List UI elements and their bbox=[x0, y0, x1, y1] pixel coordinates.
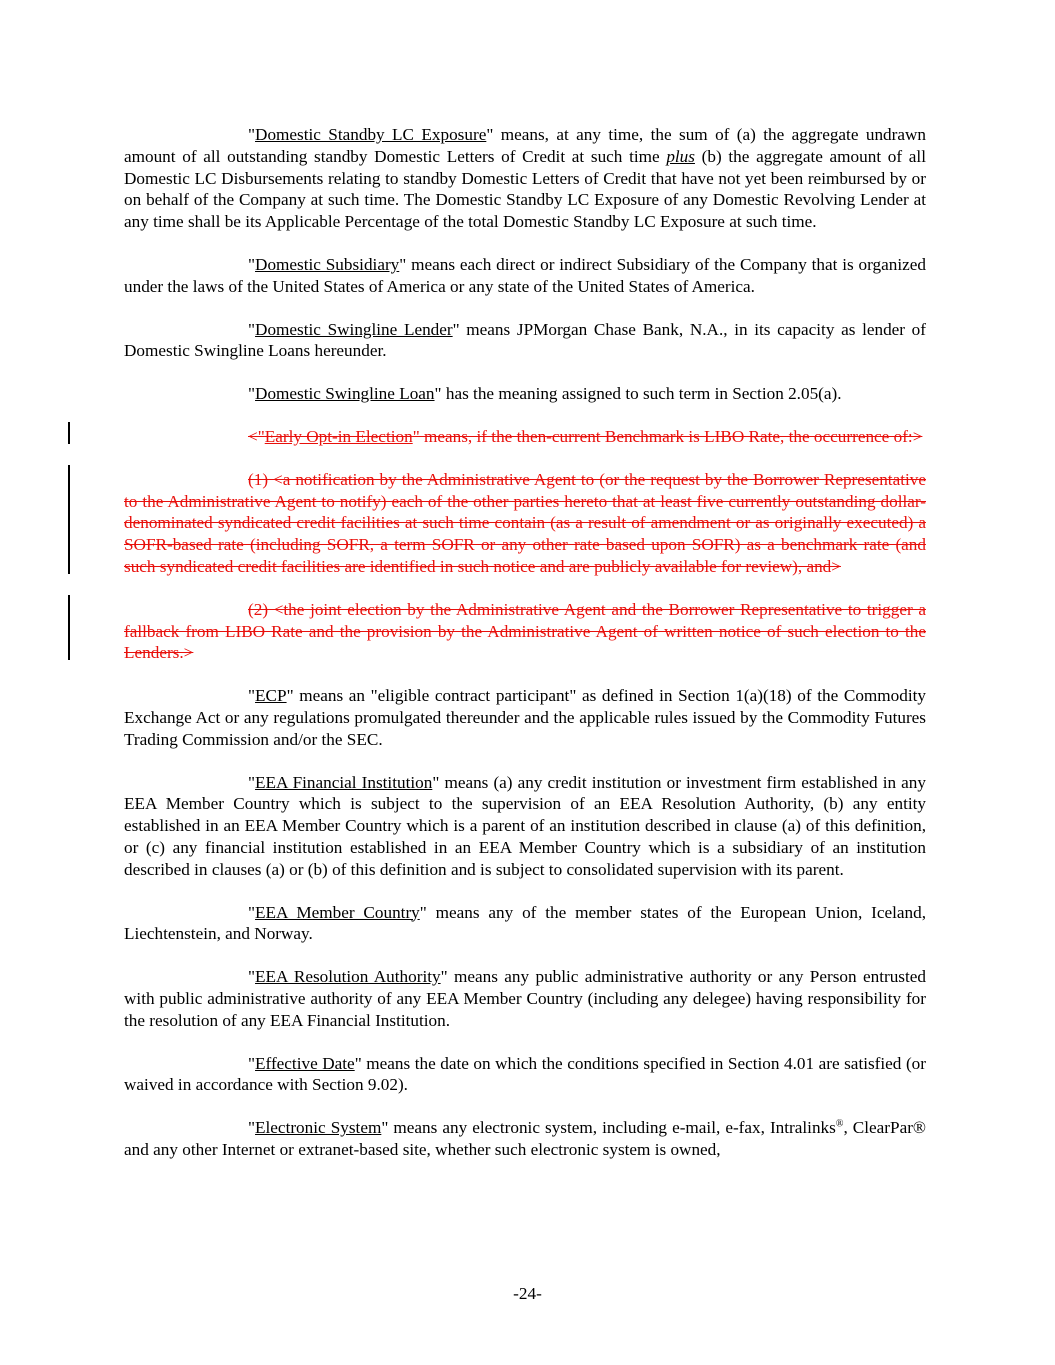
defined-term: Domestic Swingline Lender bbox=[255, 319, 453, 339]
deleted-text: " means, if the then-current Benchmark is LIBO Rate, the occurrence of:> bbox=[412, 426, 923, 446]
defined-term: EEA Resolution Authority bbox=[255, 967, 441, 987]
deleted-definition-early-opt-in-election bbox=[124, 426, 926, 448]
definition-domestic-swingline-loan: "Domestic Swingline Loan" has the meaning assigned to such term in Section 2.05(a). bbox=[248, 384, 842, 404]
change-bar bbox=[68, 422, 70, 444]
defined-term: Domestic Subsidiary bbox=[255, 254, 400, 274]
definition-text: " means, at any time, the sum of (a) the aggregate undrawn amount of all outstanding standby Domestic Letters of Credit at such time bbox=[124, 125, 926, 166]
defined-term: Effective Date bbox=[255, 1053, 355, 1073]
definition-eea-resolution-authority: "EEA Resolution Authority" means any public administrative authority or any Person entrusted with public administrative authority of any EEA Member Country (including any delegee) having responsibility for the resolution of any EEA Financial Institution. bbox=[124, 967, 926, 1030]
defined-term: Domestic Swingline Loan bbox=[255, 384, 435, 404]
definition-text: " means any electronic system, including e-mail, e-fax, Intralinks bbox=[381, 1118, 836, 1138]
defined-term: Early Opt-in Election bbox=[264, 426, 413, 446]
definition-text: " means (a) any credit institution or investment firm established in any EEA Member Country which is subject to the supervision of an EEA Resolution Authority, (b) any entity established in an EEA Member Country which is a parent of an institution described in clause (a) of this definition, or (c) any financial institution established in an EEA Member Country which is a subsidiary of an institution described in clauses (a) or (b) of this definition and is subject to consolidated supervision with its parent. bbox=[124, 772, 926, 879]
deleted-clause-1 bbox=[124, 469, 926, 578]
definition-text: " means any public administrative authority or any Person entrusted with public administrative authority of any EEA Member Country (including any delegee) having responsibility for the resolution of any EEA Financial Institution. bbox=[124, 967, 926, 1030]
definition-domestic-swingline-lender: "Domestic Swingline Lender" means JPMorgan Chase Bank, N.A., in its capacity as lender of Domestic Swingline Loans hereunder. bbox=[124, 319, 927, 361]
definition-text: " means an "eligible contract participant" as defined in Section 1(a)(18) of the Commodity Exchange Act or any regulations promulgated thereunder and the applicable rules issued by the Commodity Futures Trading Commission and/or the SEC. bbox=[124, 686, 926, 749]
page-number: -24- bbox=[513, 1284, 542, 1303]
deleted-text: (2) <the joint election by the Administrative Agent and the Borrower Representative to trigger a fallback from LIBO Rate and the provision by the Administrative Agent of written notice of such election to the Lenders.> bbox=[124, 599, 926, 663]
definition-text: " means JPMorgan Chase Bank, N.A., in its capacity as lender of Domestic Swingline Loans hereunder. bbox=[124, 319, 927, 361]
definition-eea-financial-institution: "EEA Financial Institution" means (a) any credit institution or investment firm established in any EEA Member Country which is subject to the supervision of an EEA Resolution Authority, (b) any entity established in an EEA Member Country which is a parent of an institution described in clause (a) of this definition, or (c) any financial institution established in an EEA Member Country which is a subsidiary of an institution described in clauses (a) or (b) of this definition and is subject to consolidated supervision with its parent. bbox=[124, 772, 926, 879]
definition-electronic-system: "Electronic System" means any electronic system, including e-mail, e-fax, Intralinks®, ClearPar® and any other Internet or extranet-based site, whether such electronic system is owned, bbox=[124, 1118, 926, 1159]
deleted-text: (1) <a notification by the Administrative Agent to (or the request by the Borrower Representative to the Administrative Agent to notify) each of the other parties hereto that at least five currently outstanding dollar-denominated syndicated credit facilities at such time contain (as a result of amendment or as originally executed) a SOFR-based rate (including SOFR, a term SOFR or any other rate based upon SOFR) as a benchmark rate (and such syndicated credit facilities are identified in such notice and are publicly available for review), and> bbox=[124, 469, 926, 576]
definition-text: " means the date on which the conditions specified in Section 4.01 are satisfied (or waived in accordance with Section 9.02). bbox=[124, 1053, 926, 1095]
defined-term: Electronic System bbox=[255, 1118, 382, 1138]
definition-effective-date: "Effective Date" means the date on which the conditions specified in Section 4.01 are satisfied (or waived in accordance with Section 9.02). bbox=[124, 1053, 926, 1095]
deleted-clause-2 bbox=[124, 599, 926, 664]
definition-ecp: "ECP" means an "eligible contract participant" as defined in Section 1(a)(18) of the Commodity Exchange Act or any regulations promulgated thereunder and the applicable rules issued by the Commodity Futures Trading Commission and/or the SEC. bbox=[124, 686, 926, 749]
registered-mark: ® bbox=[835, 1118, 844, 1130]
deleted-prefix: <" bbox=[248, 426, 265, 446]
defined-term: EEA Financial Institution bbox=[255, 772, 433, 792]
definition-text: " has the meaning assigned to such term in Section 2.05(a). bbox=[434, 384, 842, 404]
definition-domestic-standby-lc-exposure: "Domestic Standby LC Exposure" means, at any time, the sum of (a) the aggregate undrawn amount of all outstanding standby Domestic Letters of Credit at such time plus (b) the aggregate amount of all Domestic LC Disbursements relating to standby Domestic Letters of Credit that have not yet been reimbursed by or on behalf of the Company at such time. The Domestic Standby LC Exposure of any Domestic Revolving Lender at any time shall be its Applicable Percentage of the total Domestic Standby LC Exposure at such time. bbox=[124, 125, 926, 232]
definition-text: , ClearPar® and any other Internet or extranet-based site, whether such electronic system is owned, bbox=[124, 1118, 926, 1159]
definition-eea-member-country: "EEA Member Country" means any of the member states of the European Union, Iceland, Liechtenstein, and Norway. bbox=[124, 902, 926, 944]
definition-text: " means any of the member states of the European Union, Iceland, Liechtenstein, and Norway. bbox=[124, 902, 926, 944]
emphasis-text: plus bbox=[666, 146, 695, 166]
document-page bbox=[124, 124, 926, 1182]
defined-term: EEA Member Country bbox=[255, 902, 420, 922]
definition-text: " means each direct or indirect Subsidiary of the Company that is organized under the laws of the United States of America or any state of the United States of America. bbox=[124, 254, 926, 296]
definition-domestic-subsidiary: "Domestic Subsidiary" means each direct or indirect Subsidiary of the Company that is organized under the laws of the United States of America or any state of the United States of America. bbox=[124, 254, 926, 296]
defined-term: ECP bbox=[255, 686, 287, 706]
defined-term: Domestic Standby LC Exposure bbox=[255, 125, 487, 144]
change-bar bbox=[68, 465, 70, 574]
definition-text: (b) the aggregate amount of all Domestic LC Disbursements relating to standby Domestic Letters of Credit that have not yet been reimbursed by or on behalf of the Company at such time. The Domestic Standby LC Exposure of any Domestic Revolving Lender at any time shall be its Applicable Percentage of the total Domestic Standby LC Exposure at such time. bbox=[124, 146, 926, 232]
change-bar bbox=[68, 595, 70, 660]
